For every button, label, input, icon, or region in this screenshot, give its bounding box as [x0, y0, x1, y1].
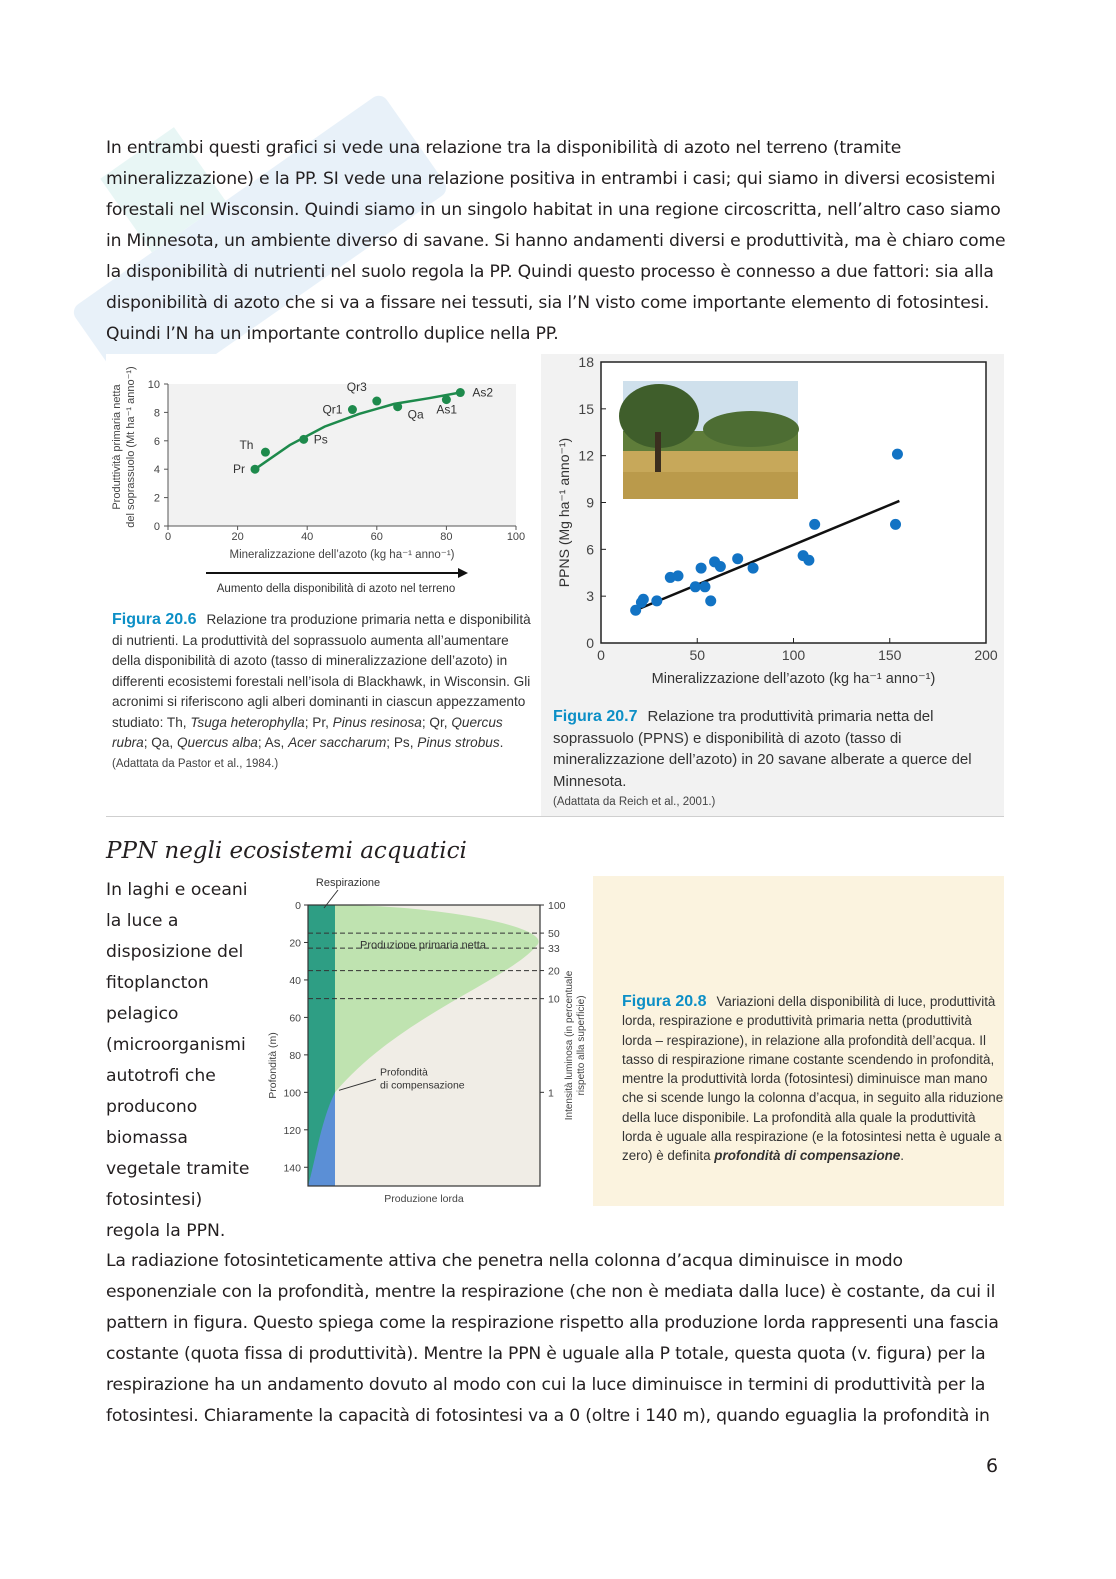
- depth-tick-label: 60: [289, 1012, 301, 1025]
- data-point: [748, 563, 759, 574]
- depth-tick-label: 20: [289, 937, 301, 950]
- data-point: [456, 388, 465, 397]
- figure-20-8-caption: Figura 20.8 Variazioni della disponibilità di luce, produttività lorda, respirazione e produttività primaria netta (produttività lorda – respirazione), in relazione alla profondità dell’acqua. Il tasso di respirazione rimane costante scendendo in profondità, mentre la produttività lorda (fotosintesi) diminuisce man mano che si scende lungo la colonna d’acqua, in seguito alla riduzione della luce disponibile. La profondità alla quale la produttività lorda è uguale alla respirazione (e la fotosintesi netta è uguale a zero) è definita profondità di compensazione.: [622, 993, 1004, 1164]
- data-point: [803, 555, 814, 566]
- figure-20-8: [258, 868, 1004, 1210]
- point-label: Qr3: [346, 380, 367, 395]
- depth-tick-label: 100: [283, 1087, 301, 1100]
- y-tick-label: 12: [578, 447, 594, 464]
- x-tick-label: 150: [878, 647, 902, 663]
- light-tick-label: 20: [548, 965, 560, 978]
- x-tick-label: 100: [506, 531, 526, 543]
- data-point: [651, 595, 662, 606]
- depth-tick-label: 140: [283, 1162, 301, 1175]
- point-label: As1: [436, 402, 458, 417]
- x-tick-label: 80: [440, 531, 453, 543]
- x-tick-label: 60: [370, 531, 383, 543]
- y-tick-label: 8: [153, 407, 160, 420]
- depth-tick-label: 40: [289, 974, 301, 987]
- data-point: [673, 570, 684, 581]
- light-tick-label: 10: [548, 993, 560, 1006]
- figure-20-8-title: Figura 20.8: [622, 993, 707, 1010]
- figure-20-7-title: Figura 20.7: [553, 708, 638, 725]
- y-axis-label: PPNS (Mg ha⁻¹ anno⁻¹): [556, 437, 572, 588]
- light-tick-label: 33: [548, 943, 560, 956]
- depth-tick-label: 0: [295, 900, 301, 912]
- y-tick-label: 6: [586, 541, 594, 558]
- data-point: [690, 581, 701, 592]
- y-tick-label: 2: [153, 492, 160, 505]
- arrow-label: Aumento della disponibilità di azoto nel terreno: [216, 583, 456, 595]
- chart-fig208: [258, 868, 598, 1210]
- y-tick-label: 10: [147, 379, 160, 391]
- depth-tick-label: 80: [289, 1049, 301, 1062]
- chart-fig207: [541, 354, 1004, 699]
- x-axis-label: Produzione lorda: [384, 1193, 464, 1205]
- point-label: Pr: [233, 462, 245, 477]
- paragraph-radiation: La radiazione fotosinteticamente attiva che penetra nella colonna d’acqua diminuisce in modo esponenziale con la profondità, mentre la respirazione (che non è mediata dalla luce) è costante, da cui il pattern in figura. Questo spiega come la respirazione rispetto alla produzione lorda rappresenti una fascia costante (quota fissa di produttività). Mentre la PPN è uguale alla P totale, questa quota (v. figura) per la respirazione ha un andamento dovuto al modo con cui la luce diminuisce in termini di produttività per la fotosintesi. Chiaramente la capacità di fotosintesi va a 0 (oltre i 140 m), quando eguaglia la profondità in: [106, 1251, 999, 1426]
- section-divider: [106, 816, 1004, 817]
- x-tick-label: 40: [301, 531, 314, 543]
- y-tick-label: 9: [586, 494, 594, 511]
- data-point: [251, 465, 260, 474]
- x-tick-label: 20: [231, 531, 244, 543]
- point-label: Th: [239, 438, 254, 453]
- data-point: [638, 594, 649, 605]
- figure-20-6-source: (Adattata da Pastor et al., 1984.): [112, 757, 279, 770]
- paragraph-light: In laghi e oceani la luce a disposizione del fitoplancton pelagico (microorganismi autotrofi che producono biomassa vegetale tramite fotosintesi) regola la PPN.: [106, 880, 250, 1241]
- figure-20-6-title: Figura 20.6: [112, 611, 197, 628]
- respiration-label: Respirazione: [315, 877, 381, 889]
- depth-tick-label: 120: [283, 1124, 301, 1137]
- net-production-label: Produzione primaria netta: [360, 939, 486, 952]
- point-label: Qa: [407, 407, 424, 422]
- figure-20-6-caption: Figura 20.6 Relazione tra produzione primaria netta e disponibilità di nutrienti. La produttività del soprassuolo aumenta all’aumentare della disponibilità di azoto (tasso di mineralizzazione dell’azoto) in differenti ecosistemi forestali nell’isola di Blackhawk, in Wisconsin. Gli acronimi si riferiscono agli alberi dominanti in ciascun appezzamento studiato: Th, Tsuga heterophylla; Pr, Pinus resinosa; Qr, Quercus rubra; Qa, Quercus alba; As, Acer saccharum; Ps, Pinus strobus. (Adattata da Pastor et al., 1984.): [112, 610, 537, 774]
- y-tick-label: 4: [153, 464, 160, 477]
- point-label: As2: [472, 385, 494, 400]
- data-point: [705, 595, 716, 606]
- data-point: [892, 449, 903, 460]
- y-tick-label: 15: [578, 400, 594, 417]
- light-tick-label: 100: [548, 900, 566, 912]
- data-point: [715, 561, 726, 572]
- figure-20-7-caption: Figura 20.7 Relazione tra produttività primaria netta del soprassuolo (PPNS) e disponibilità di azoto (tasso di mineralizzazione dell’azoto) in 20 savane alberate a querce del Minnesota. (Adattata da Reich et al., 2001.): [553, 706, 993, 814]
- data-point: [372, 397, 381, 406]
- compensation-label: Profondità di compensazione: [380, 1066, 465, 1092]
- data-point: [696, 563, 707, 574]
- x-tick-label: 100: [781, 647, 806, 663]
- data-point: [699, 581, 710, 592]
- chart-fig206: [106, 354, 540, 604]
- data-point: [348, 405, 357, 414]
- x-axis-label: Mineralizzazione dell’azoto (kg ha⁻¹ anno⁻¹): [651, 671, 936, 687]
- x-tick-label: 0: [164, 531, 172, 543]
- y-tick-label: 6: [153, 435, 160, 448]
- data-point: [809, 519, 820, 530]
- section-title: PPN negli ecosistemi acquatici: [106, 838, 467, 864]
- paragraph-nitrogen: In entrambi questi grafici si vede una relazione tra la disponibilità di azoto nel terreno (tramite mineralizzazione) e la PP. SI vede una relazione positiva in entrambi i casi; qui siamo in diversi ecosistemi forestali nel Wisconsin. Quindi siamo in un singolo habitat in una regione circoscritta, nell’altro caso siamo in Minnesota, un ambiente diverso di savane. Si hanno andamenti diversi e produttività, ma è chiaro come la disponibilità di nutrienti nel suolo regola la PP. Quindi questo processo è connesso a due fattori: sia alla disponibilità di azoto che si va a fissare nei tessuti, sia l’N visto come importante elemento di fotosintesi. Quindi l’N ha un importante controllo duplice nella PP.: [106, 138, 1006, 344]
- data-point: [299, 435, 308, 444]
- figure-20-7-source: (Adattata da Reich et al., 2001.): [553, 796, 716, 808]
- x-tick-label: 200: [974, 647, 998, 663]
- data-point: [732, 553, 743, 564]
- x-tick-label: 0: [597, 647, 605, 663]
- point-label: Qr1: [322, 402, 343, 417]
- point-label: Ps: [313, 432, 328, 447]
- x-tick-label: 50: [689, 647, 706, 663]
- light-tick-label: 50: [548, 928, 560, 941]
- y-tick-label: 0: [153, 521, 160, 533]
- y-axis-label: Profondità (m): [267, 1032, 279, 1099]
- light-tick-label: 1: [548, 1087, 554, 1100]
- data-point: [890, 519, 901, 530]
- y-axis-right-label: Intensità luminosa (in percentualerispetto alla superficie): [564, 970, 587, 1121]
- page-number: 6: [986, 1455, 999, 1477]
- y-tick-label: 0: [586, 635, 594, 651]
- x-axis-label: Mineralizzazione dell’azoto (kg ha⁻¹ anno⁻¹): [229, 549, 455, 561]
- y-tick-label: 18: [578, 354, 594, 370]
- figure-20-6: [106, 354, 540, 816]
- nitrogen-arrowhead: [458, 568, 468, 578]
- savanna-photo: [619, 381, 799, 499]
- y-axis-label: Produttività primaria netta del soprassuolo (Mt ha⁻¹ anno⁻¹): [111, 366, 137, 528]
- figure-20-7: [541, 354, 1004, 816]
- y-tick-label: 3: [586, 588, 594, 605]
- data-point: [393, 402, 402, 411]
- data-point: [261, 448, 270, 457]
